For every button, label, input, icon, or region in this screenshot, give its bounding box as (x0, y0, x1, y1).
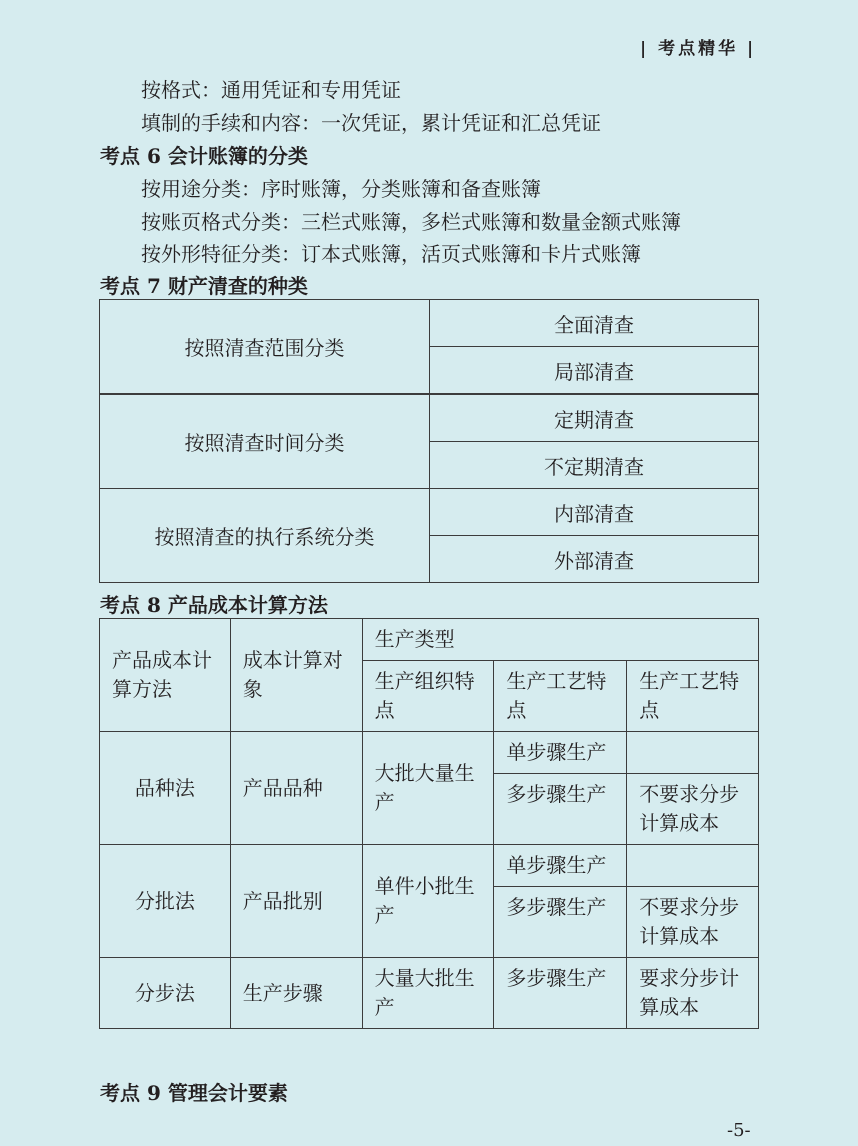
intro-line-1: 按格式：通用凭证和专用凭证 (141, 78, 401, 102)
calc-cell: 要求分步计算成本 (627, 958, 759, 1029)
process-cell: 单步骤生产 (494, 845, 627, 887)
section-tag: | 考点精华 | (640, 39, 757, 59)
category-cell: 按照清查的执行系统分类 (100, 489, 430, 583)
topic6-line-3: 按外形特征分类：订本式账簿，活页式账簿和卡片式账簿 (141, 242, 641, 266)
table-row (100, 732, 759, 774)
header-method: 产品成本计算方法 (100, 619, 231, 732)
item-cell: 全面清查 (430, 300, 759, 347)
calc-cell: 不要求分步计算成本 (627, 774, 759, 845)
process-cell: 多步骤生产 (494, 958, 627, 1029)
topic6-line-2: 按账页格式分类：三栏式账簿，多栏式账簿和数量金额式账簿 (141, 210, 681, 234)
table-row (100, 619, 759, 661)
topic6-line-1: 按用途分类：序时账簿，分类账簿和备查账簿 (141, 177, 541, 201)
method-name: 分批法 (100, 845, 231, 958)
header-organization: 生产组织特点 (362, 661, 494, 732)
header-process-2: 生产工艺特点 (627, 661, 759, 732)
item-cell: 内部清查 (430, 489, 759, 536)
table-row (100, 300, 759, 347)
inventory-check-table (99, 299, 759, 583)
header-object: 成本计算对象 (230, 619, 362, 732)
method-organization: 单件小批生产 (362, 845, 494, 958)
table-row (100, 489, 759, 536)
category-cell: 按照清查时间分类 (100, 394, 430, 489)
topic8-title: 考点 8 产品成本计算方法 (100, 593, 328, 617)
calc-cell (627, 845, 759, 887)
table-row (100, 958, 759, 1029)
topic6-title: 考点 6 会计账簿的分类 (100, 144, 308, 168)
topic7-title: 考点 7 财产清查的种类 (100, 274, 308, 298)
category-cell: 按照清查范围分类 (100, 300, 430, 395)
process-cell: 单步骤生产 (494, 732, 627, 774)
process-cell: 多步骤生产 (494, 887, 627, 958)
method-organization: 大批大量生产 (362, 732, 494, 845)
cost-method-table (99, 618, 759, 1029)
method-name: 品种法 (100, 732, 231, 845)
header-process: 生产工艺特点 (494, 661, 627, 732)
header-production-type: 生产类型 (362, 619, 758, 661)
process-cell: 多步骤生产 (494, 774, 627, 845)
topic9-title: 考点 9 管理会计要素 (100, 1081, 288, 1105)
item-cell: 定期清查 (430, 394, 759, 442)
method-organization: 大量大批生产 (362, 958, 494, 1029)
item-cell: 局部清查 (430, 347, 759, 395)
table-row (100, 845, 759, 887)
calc-cell (627, 732, 759, 774)
intro-line-2: 填制的手续和内容：一次凭证，累计凭证和汇总凭证 (141, 111, 601, 135)
method-object: 生产步骤 (230, 958, 362, 1029)
table-row (100, 394, 759, 442)
item-cell: 不定期清查 (430, 442, 759, 489)
method-object: 产品品种 (230, 732, 362, 845)
method-name: 分步法 (100, 958, 231, 1029)
calc-cell: 不要求分步计算成本 (627, 887, 759, 958)
method-object: 产品批别 (230, 845, 362, 958)
page-number: -5- (727, 1120, 751, 1141)
item-cell: 外部清查 (430, 536, 759, 583)
